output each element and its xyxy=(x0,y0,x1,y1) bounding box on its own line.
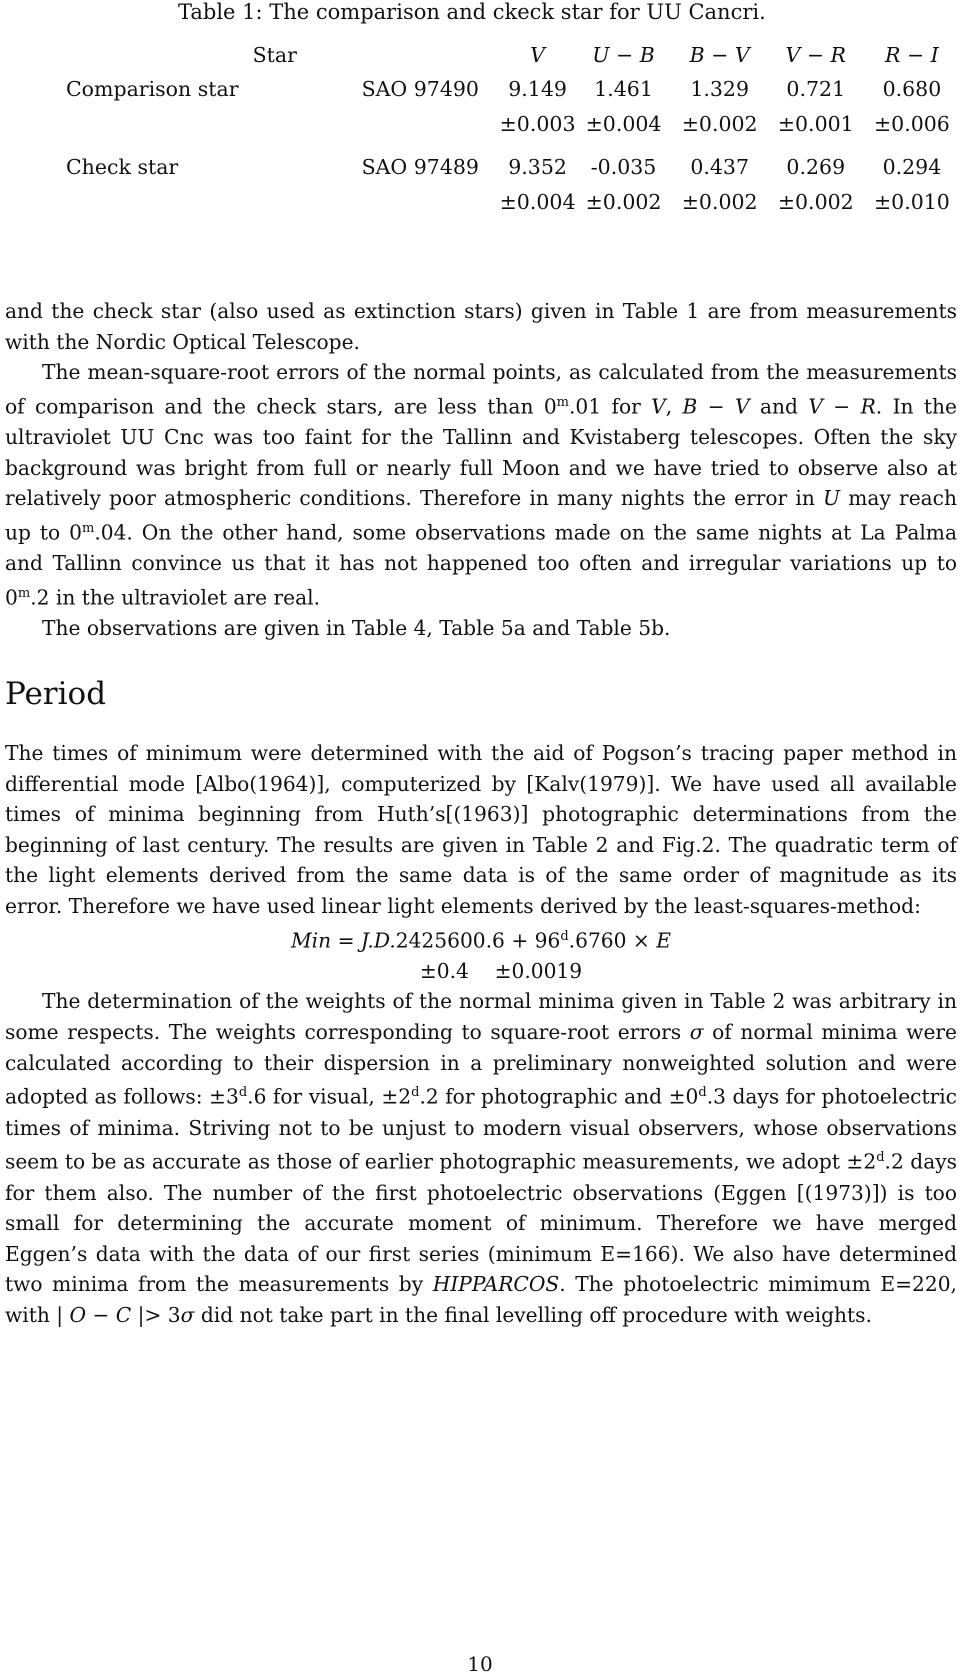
cell-value: 9.149 xyxy=(508,77,567,101)
cell-error: ±0.010 xyxy=(873,190,950,214)
table-row-check xyxy=(58,150,960,184)
header-v: V xyxy=(530,43,545,67)
header-star: Star xyxy=(252,43,297,67)
cell-value: -0.035 xyxy=(590,155,657,179)
cell-sao: SAO 97489 xyxy=(361,155,479,179)
cell-value: 0.294 xyxy=(882,155,942,179)
cell-error: ±0.001 xyxy=(777,112,854,136)
cell-value: 0.269 xyxy=(786,155,846,179)
header-r-i: R − I xyxy=(885,43,939,67)
cell-error: ±0.002 xyxy=(585,190,662,214)
section-heading: Period xyxy=(5,676,107,712)
section-observations xyxy=(5,296,957,644)
cell-star-name: Comparison star xyxy=(66,77,239,101)
table-header-row xyxy=(58,38,960,72)
table-row-comparison xyxy=(58,72,960,106)
cell-value: 1.461 xyxy=(594,77,653,101)
light-elements-formula: Min = $J.D.2425600.6 + 96^d.6760 \times E$ xyxy=(291,928,671,953)
cell-error: ±0.004 xyxy=(499,190,576,214)
paragraph: The mean-square-root errors of the normal points, as calculated from the measurements of comparison and the check stars, are less than 0$^m$.01 for V, B − V and V − R. In the ultraviolet UU Cnc was too faint for the Tallinn and Kvistaberg telescopes. Often the sky background was bright from full or nearly full Moon and we have tried to observe also at relatively poor atmospheric conditions. Therefore in many nights the error in U may reach up to 0$^m$.04. On the other hand, some observations made on the same nights at La Palma and Tallinn convince us that it has not happened too often and irregular variations up to 0$^m$.2 in the ultraviolet are real. xyxy=(5,360,957,610)
cell-error: ±0.002 xyxy=(681,190,758,214)
table-row-check-errors xyxy=(58,184,960,220)
cell-error: ±0.002 xyxy=(681,112,758,136)
cell-value: 0.437 xyxy=(690,155,749,179)
cell-value: 9.352 xyxy=(508,155,567,179)
cell-value: 0.721 xyxy=(786,77,846,101)
cell-error: ±0.006 xyxy=(873,112,950,136)
header-b-v: B − V xyxy=(689,43,750,67)
page-number: 10 xyxy=(467,1652,493,1676)
formula-errors: ±0.4 ±0.0019 xyxy=(419,958,583,983)
cell-error: ±0.002 xyxy=(777,190,854,214)
comparison-table xyxy=(58,38,960,220)
cell-star-name: Check star xyxy=(66,155,179,179)
cell-sao: SAO 97490 xyxy=(361,77,479,101)
paragraph: The determination of the weights of the normal minima given in Table 2 was arbitrary in some respects. The weights corresponding to square-root errors σ of normal minima were calculated according to their dispersion in a preliminary nonweighted solution and were adopted as follows: $\pm 3^d.6$ for visual, $\pm 2^d.2$ for photographic and $\pm 0^d.3$ days for photoelectric times of minima. Striving not to be unjust to modern visual observers, whose observations seem to be as accurate as those of earlier photographic measurements, we adopt $\pm 2^d.2$ days for them also. The number of the first photoelectric observations (Eggen [(1973)]) is too small for determining the accurate moment of minimum. Therefore we have merged Eggen’s data with the data of our first series (minimum E=166). We also have determined two minima from the measurements by HIPPARCOS. The photoelectric mimimum E=220, with | O − C |> 3σ did not take part in the final levelling off procedure with weights. xyxy=(5,989,958,1327)
header-sao xyxy=(362,38,500,72)
cell-value: 0.680 xyxy=(882,77,942,101)
table-row-comparison-errors xyxy=(58,106,960,142)
header-v-r: V − R xyxy=(785,43,846,67)
header-u-b: U − B xyxy=(592,43,655,67)
paragraph: and the check star (also used as extinction stars) given in Table 1 are from measurements with the Nordic Optical Telescope. xyxy=(5,299,957,354)
cell-error: ±0.004 xyxy=(585,112,662,136)
table-caption: Table 1: The comparison and ckeck star for UU Cancri. xyxy=(178,0,766,24)
section-period xyxy=(5,738,957,1330)
cell-error: ±0.003 xyxy=(499,112,576,136)
paragraph: The observations are given in Table 4, Table 5a and Table 5b. xyxy=(42,616,671,641)
cell-value: 1.329 xyxy=(690,77,749,101)
paragraph: The times of minimum were determined with the aid of Pogson’s tracing paper method in differential mode [Albo(1964)], computerized by [Kalv(1979)]. We have used all available times of minima beginning from Huth’s[(1963)] photographic determinations from the beginning of last century. The results are given in Table 2 and Fig.2. The quadratic term of the light elements derived from the same data is of the same order of magnitude as its error. Therefore we have used linear light elements derived by the least-squares-method: xyxy=(5,741,957,918)
